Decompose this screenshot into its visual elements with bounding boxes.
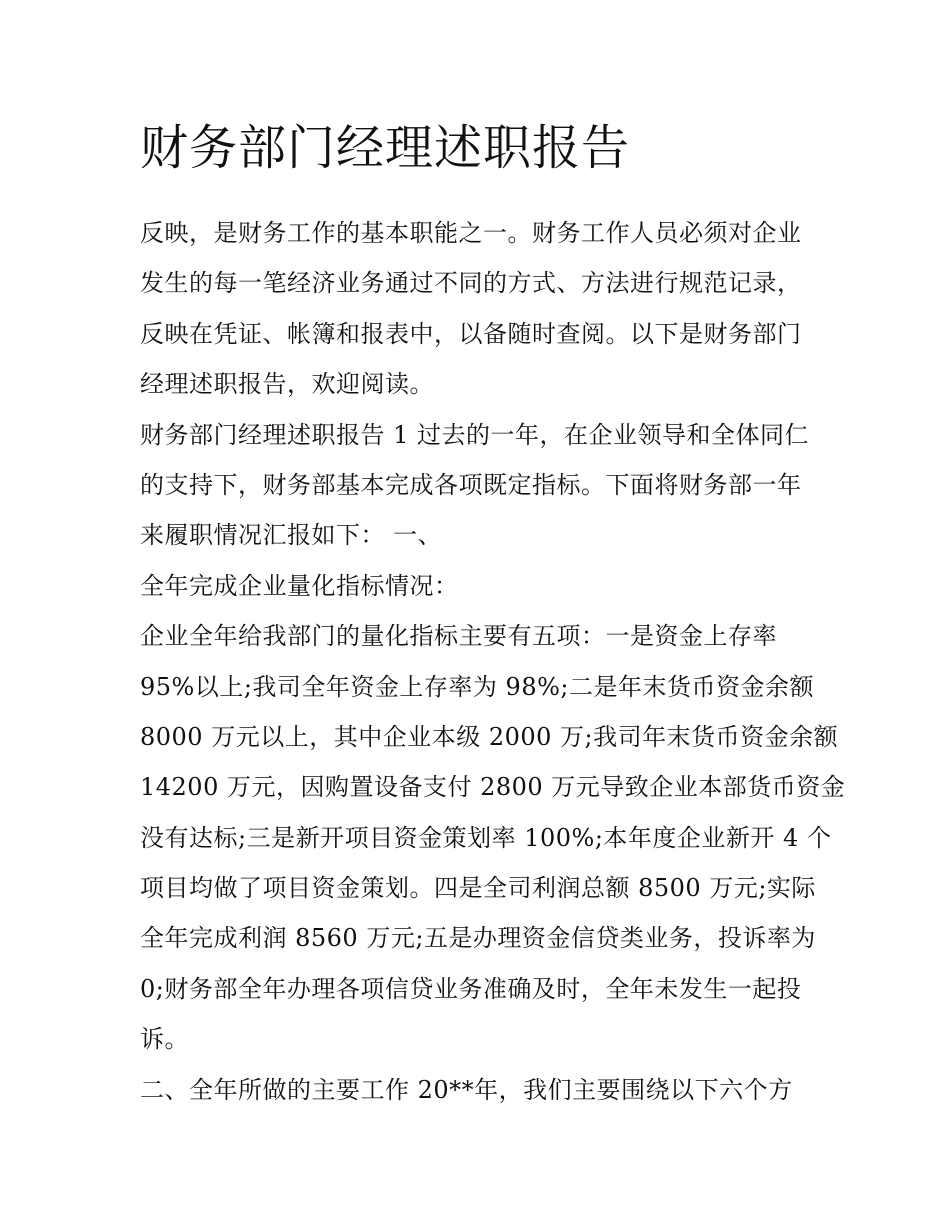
body-line: 0;财务部全年办理各项信贷业务准确及时，全年未发生一起投	[140, 974, 802, 1003]
body-line: 项目均做了项目资金策划。四是全司利润总额 8500 万元;实际	[140, 874, 816, 903]
body-line: 反映，是财务工作的基本职能之一。财务工作人员必须对企业	[140, 219, 802, 247]
body-line: 二、全年所做的主要工作 20**年，我们主要围绕以下六个方	[140, 1075, 793, 1104]
body-line: 的支持下，财务部基本完成各项既定指标。下面将财务部一年	[140, 470, 802, 499]
body-line: 8000 万元以上，其中企业本级 2000 万;我司年末货币资金余额	[140, 722, 839, 751]
document-body	[140, 208, 846, 1115]
document-title: 财务部门经理述职报告	[140, 120, 631, 176]
body-line: 诉。	[140, 1025, 189, 1054]
body-line: 全年完成利润 8560 万元;五是办理资金信贷类业务，投诉率为	[140, 924, 816, 953]
body-line: 95%以上;我司全年资金上存率为 98%;二是年末货币资金余额	[140, 672, 814, 701]
body-line: 发生的每一笔经济业务通过不同的方式、方法进行规范记录，	[140, 269, 802, 298]
body-line: 经理述职报告，欢迎阅读。	[140, 370, 434, 399]
body-line: 全年完成企业量化指标情况：	[140, 571, 459, 600]
body-line: 财务部门经理述职报告 1 过去的一年，在企业领导和全体同仁	[140, 420, 810, 449]
body-line: 来履职情况汇报如下： 一、	[140, 521, 443, 550]
body-line: 企业全年给我部门的量化指标主要有五项：一是资金上存率	[140, 622, 777, 651]
body-line: 没有达标;三是新开项目资金策划率 100%;本年度企业新开 4 个	[140, 823, 832, 852]
body-line: 反映在凭证、帐簿和报表中，以备随时查阅。以下是财务部门	[140, 319, 802, 348]
body-line: 14200 万元，因购置设备支付 2800 万元导致企业本部货币资金	[140, 773, 846, 802]
